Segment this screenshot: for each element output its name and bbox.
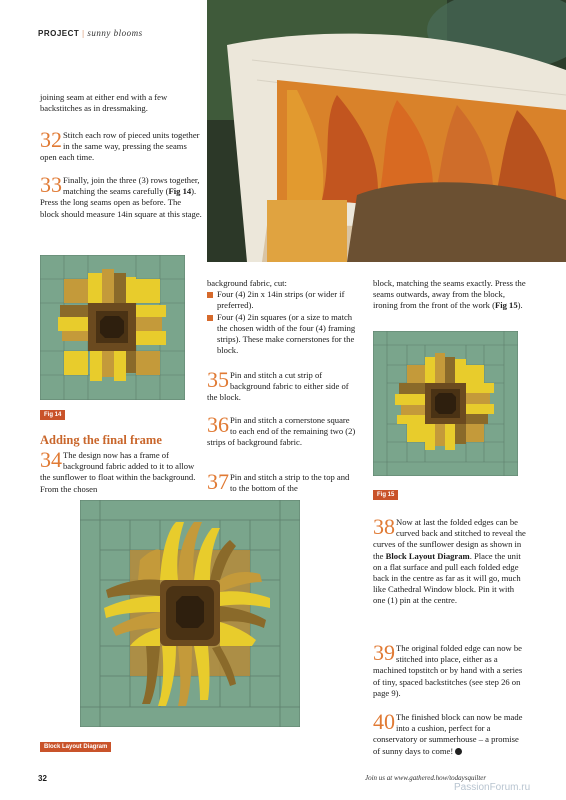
step-text: The design now has a frame of background fabric added to it to allow the sunflower to float within the background. From the chosen bbox=[40, 450, 196, 494]
step-number: 35 bbox=[207, 367, 229, 392]
cut-list bbox=[207, 289, 357, 356]
step-number: 40 bbox=[373, 709, 395, 734]
step-text: Pin and stitch a cornerstone square to each end of the remaining two (2) strips of background fabric. bbox=[207, 415, 356, 448]
step-37 bbox=[207, 469, 357, 494]
step-text: Stitch each row of pieced units together in the same way, pressing the seams open each time. bbox=[40, 130, 200, 163]
step-number: 34 bbox=[40, 447, 62, 472]
step-text-bold: Block Layout Diagram bbox=[385, 550, 470, 561]
page-number: 32 bbox=[38, 774, 47, 783]
header-project: PROJECT bbox=[38, 29, 80, 38]
intro-text: joining seam at either end with a few backstitches as in dressmaking. bbox=[40, 92, 168, 114]
col3-text-b: ). bbox=[517, 300, 523, 311]
step-35 bbox=[207, 367, 357, 404]
step-39 bbox=[373, 640, 528, 699]
step-number: 37 bbox=[207, 469, 229, 494]
footer-link: Join us at www.gathered.how/todaysquilter bbox=[365, 774, 487, 782]
list-item: Four (4) 2in x 14in strips (or wider if preferred). bbox=[207, 289, 357, 311]
step-32 bbox=[40, 127, 202, 164]
step-38 bbox=[373, 514, 528, 607]
step-34 bbox=[40, 447, 205, 495]
step-text: Pin and stitch a strip to the top and to the bottom of the bbox=[230, 472, 350, 494]
step-text: The finished block can now be made into a cushion, perfect for a conservatory or summerhouse – a promise of sunny days to come! bbox=[373, 712, 523, 756]
step-text: Pin and stitch a cut strip of background fabric to either side of the block. bbox=[207, 370, 349, 403]
col3-bold: Fig 15 bbox=[494, 300, 518, 311]
step-number: 38 bbox=[373, 514, 395, 539]
running-header bbox=[38, 28, 143, 38]
end-mark-icon bbox=[455, 748, 462, 755]
step-40 bbox=[373, 709, 528, 757]
step-text: The original folded edge can now be stitched into place, either as a machined topstitch or by hand with a series of tiny, spaced backstitches (see step 26 on page 9). bbox=[373, 643, 523, 698]
watermark: PassionForum.ru bbox=[454, 782, 531, 793]
step-number: 39 bbox=[373, 640, 395, 665]
step-number: 33 bbox=[40, 172, 62, 197]
fig14-label: Fig 14 bbox=[40, 410, 65, 420]
step-33 bbox=[40, 172, 202, 220]
step-text-bold: Fig 14 bbox=[168, 186, 192, 197]
fig14-diagram bbox=[40, 255, 185, 400]
header-separator: | bbox=[82, 29, 85, 38]
list-item: Four (4) 2in squares (or a size to match the chosen width of the four (4) framing strips). These make cornerstones for the block. bbox=[207, 312, 357, 357]
step-number: 36 bbox=[207, 412, 229, 437]
col2-text bbox=[207, 278, 357, 356]
col3-text-a: block, matching the seams exactly. Press the seams outwards, away from the block, ironing from the front of the work ( bbox=[373, 278, 526, 311]
block-layout-diagram bbox=[80, 500, 300, 727]
step-text-b: ). Press the long seams open as before. The block should measure 14in square at this stage. bbox=[40, 186, 202, 219]
step-36 bbox=[207, 412, 357, 449]
step-text-a: Now at last the folded edges can be curved back and stitched to reveal the curves of the sunflower design as shown in the bbox=[373, 517, 526, 561]
step-text-b: . Place the unit on a flat surface and pull each folded edge back in the centre as far as it will go, much like Cathedral Window block. Pin it with one (1) pin at the centre. bbox=[373, 550, 521, 606]
fig15-diagram bbox=[373, 331, 518, 476]
block-layout-label: Block Layout Diagram bbox=[40, 742, 111, 752]
cushion-photo bbox=[207, 0, 566, 262]
col2-lead: background fabric, cut: bbox=[207, 278, 287, 288]
col3-text bbox=[373, 278, 528, 312]
section-heading: Adding the final frame bbox=[40, 433, 162, 447]
fig15-label: Fig 15 bbox=[373, 490, 398, 500]
step-text-a: Finally, join the three (3) rows together, matching the seams carefully ( bbox=[63, 175, 200, 197]
step-number: 32 bbox=[40, 127, 62, 152]
header-subtitle: sunny blooms bbox=[87, 28, 143, 38]
